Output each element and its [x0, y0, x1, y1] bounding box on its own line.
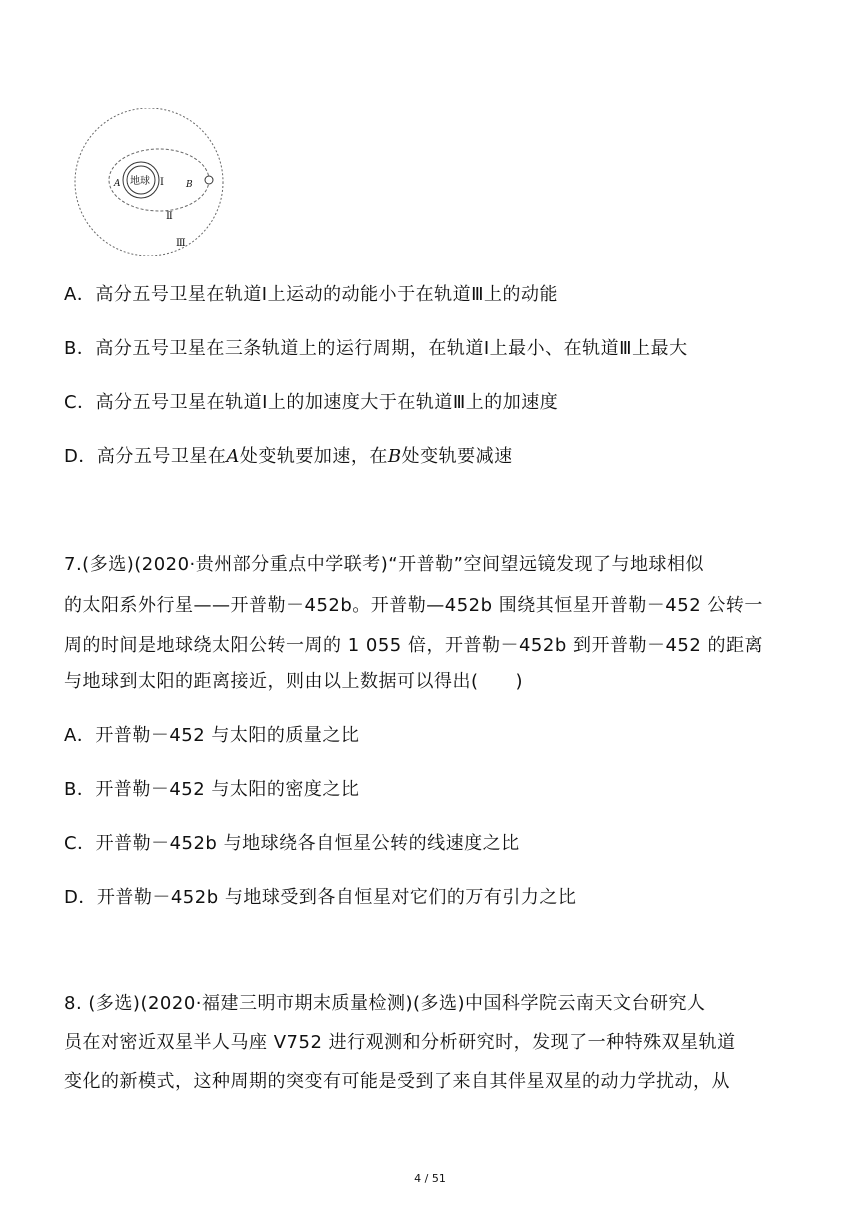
q7-line-3: 周的时间是地球绕太阳公转一周的 1 055 倍，开普勒－452b 到开普勒－452 的距离 — [64, 635, 764, 656]
q7-option-c: C．开普勒－452b 与地球绕各自恒星公转的线速度之比 — [64, 833, 520, 854]
q6-option-d-mid: 处变轨要加速，在 — [239, 446, 388, 467]
q8-line-1: 8. (多选)(2020·福建三明市期末质量检测)(多选)中国科学院云南天文台研究人 — [64, 993, 706, 1014]
label-iii: Ⅲ — [176, 238, 186, 249]
q7-line-2: 的太阳系外行星——开普勒－452b。开普勒—452b 围绕其恒星开普勒－452 公转一 — [64, 595, 763, 616]
q8-line-2: 员在对密近双星半人马座 V752 进行观测和分析研究时，发现了一种特殊双星轨道 — [64, 1032, 736, 1053]
earth-label: 地球 — [130, 176, 150, 187]
q7-line-1: 7.(多选)(2020·贵州部分重点中学联考)“开普勒”空间望远镜发现了与地球相似 — [64, 554, 704, 575]
q6-option-d-pre: D．高分五号卫星在 — [64, 446, 227, 467]
q6-option-c: C．高分五号卫星在轨道Ⅰ上的加速度大于在轨道Ⅲ上的加速度 — [64, 392, 559, 413]
satellite — [205, 176, 213, 184]
orbit-diagram — [66, 108, 226, 256]
q6-option-d-a: A — [226, 446, 240, 467]
q6-option-d — [64, 445, 513, 469]
page-number: 4 / 51 — [414, 1172, 446, 1185]
q7-line-4: 与地球到太阳的距离接近，则由以上数据可以得出( ) — [64, 671, 524, 692]
q7-option-a: A．开普勒－452 与太阳的质量之比 — [64, 725, 360, 746]
q6-option-d-b: B — [387, 446, 402, 467]
label-i: Ⅰ — [160, 177, 164, 188]
q6-option-b: B．高分五号卫星在三条轨道上的运行周期，在轨道Ⅰ上最小、在轨道Ⅲ上最大 — [64, 338, 688, 359]
q7-option-d: D．开普勒－452b 与地球受到各自恒星对它们的万有引力之比 — [64, 887, 577, 908]
q6-option-a: A．高分五号卫星在轨道Ⅰ上运动的动能小于在轨道Ⅲ上的动能 — [64, 284, 559, 305]
label-ii: Ⅱ — [166, 211, 173, 222]
q6-option-d-post: 处变轨要减速 — [401, 446, 513, 467]
label-b: B — [186, 180, 193, 190]
q7-option-b: B．开普勒－452 与太阳的密度之比 — [64, 779, 360, 800]
label-a: A — [114, 179, 121, 189]
q8-line-3: 变化的新模式，这种周期的突变有可能是受到了来自其伴星双星的动力学扰动，从 — [64, 1071, 730, 1092]
